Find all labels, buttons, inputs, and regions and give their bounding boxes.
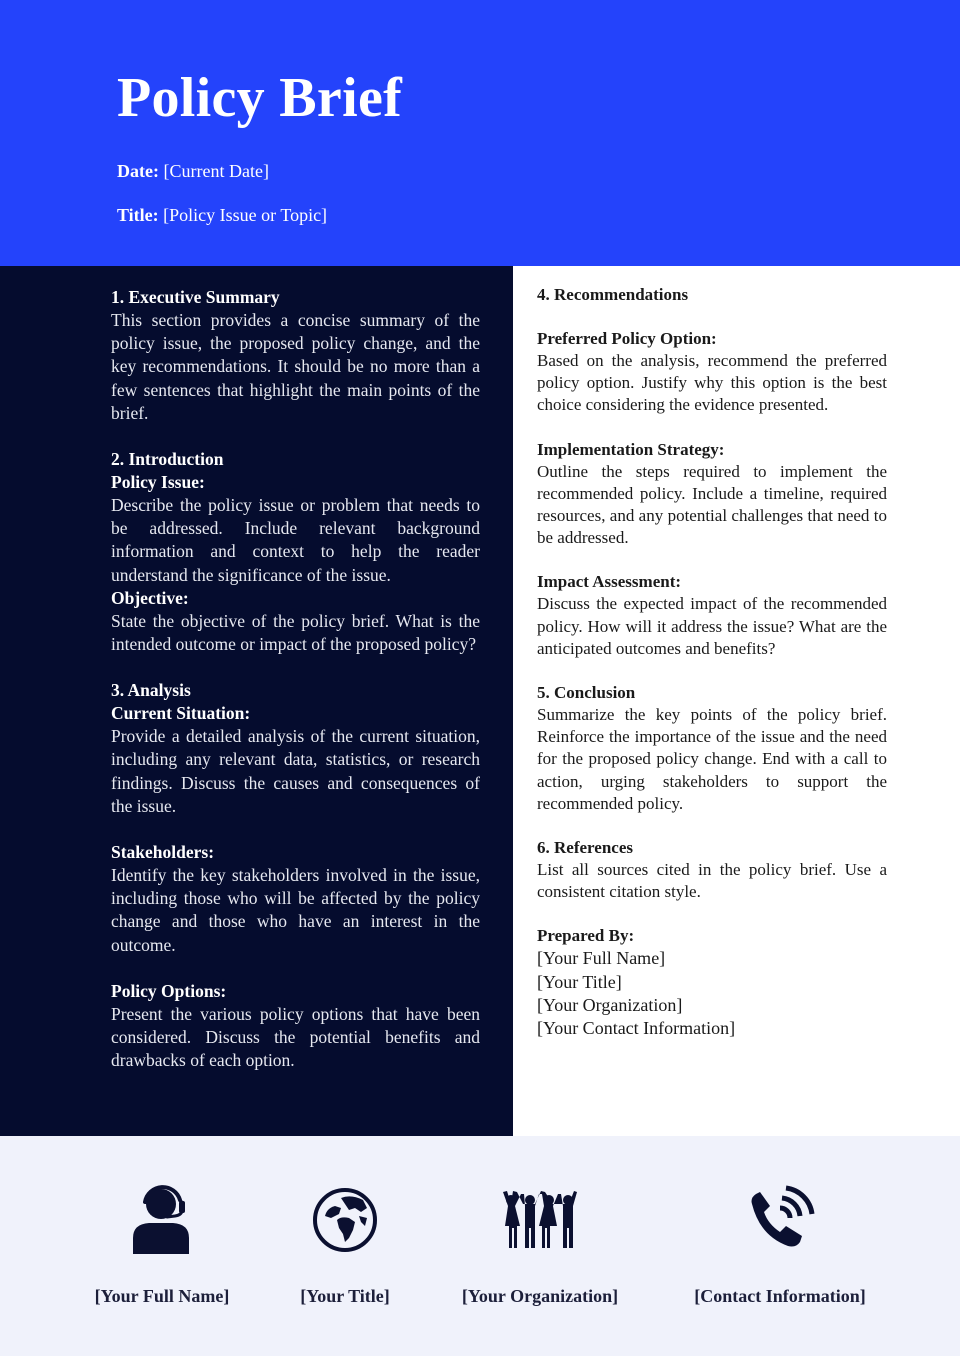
subheading-impact: Impact Assessment: [537,572,682,592]
section-executive-summary [111,286,480,425]
policy-issue-body: Describe the policy issue or problem that needs to be addressed. Include relevant background information and context to help the reader understand the significance of the issue. [111,495,480,585]
right-column [513,266,960,1136]
date-line [117,162,269,180]
section-body: This section provides a concise summary of the policy issue, the proposed policy change, and the key recommendations. It should be no more than a few sentences that highlight the main points of the brief. [111,310,480,423]
footer [0,1136,960,1356]
footer-item-contact [670,1136,890,1356]
header-banner [0,0,960,266]
group-people-icon [500,1180,580,1260]
footer-label: [Your Full Name] [94,1286,230,1306]
subheading-policy-options: Policy Options: [111,980,227,1001]
topic-label: Title: [117,205,159,225]
prepared-by-heading: Prepared By: [537,926,635,946]
subheading-stakeholders: Stakeholders: [111,842,215,863]
date-label: Date: [117,161,159,181]
footer-label: [Contact Information] [694,1286,866,1306]
section-prepared-by [537,925,887,1040]
preferred-option-body: Based on the analysis, recommend the preferred policy option. Justify why this option is the best choice considering the evidence presented. [537,351,887,415]
topic-line [117,206,327,224]
phone-ringing-icon [740,1180,820,1260]
implementation-body: Outline the steps required to implement the recommended policy. Include a timeline, required resources, and any potential challenges that need to be addressed. [537,461,887,548]
section-references [537,837,887,903]
subheading-objective: Objective: [111,587,189,608]
prepared-by-name: [Your Full Name] [537,948,666,969]
conclusion-body: Summarize the key points of the policy brief. Reinforce the importance of the issue and the need for the proposed policy change. End with a call to action, urging stakeholders to support the recommended policy. [537,705,887,813]
footer-item-organization [440,1136,640,1356]
subheading-implementation: Implementation Strategy: [537,439,725,459]
footer-item-name [62,1136,262,1356]
subheading-current-situation: Current Situation: [111,703,251,724]
section-heading: 6. References [537,838,633,858]
section-analysis [111,679,480,1072]
footer-label: [Your Title] [300,1286,390,1306]
subheading-policy-issue: Policy Issue: [111,472,205,493]
section-heading: 2. Introduction [111,449,224,470]
topic-value: [Policy Issue or Topic] [163,205,328,225]
section-heading: 5. Conclusion [537,683,636,703]
section-conclusion [537,682,887,815]
prepared-by-title: [Your Title] [537,971,622,992]
left-column [0,266,513,1136]
stakeholders-body: Identify the key stakeholders involved in the issue, including those who will be affected by the policy change and those who have an interest in the outcome. [111,865,480,955]
prepared-by-organization: [Your Organization] [537,994,683,1015]
section-introduction [111,448,480,656]
footer-item-title [260,1136,430,1356]
globe-icon [305,1180,385,1260]
footer-label: [Your Organization] [461,1286,619,1306]
section-heading: 3. Analysis [111,680,191,701]
references-body: List all sources cited in the policy brief. Use a consistent citation style. [537,860,887,902]
support-agent-icon [122,1180,202,1260]
section-heading: 4. Recommendations [537,285,689,304]
policy-options-body: Present the various policy options that have been considered. Discuss the potential benefits and drawbacks of each option. [111,1003,480,1071]
current-situation-body: Provide a detailed analysis of the current situation, including any relevant data, statistics, or research findings. Discuss the causes and consequences of the issue. [111,726,480,816]
impact-body: Discuss the expected impact of the recommended policy. How will it address the issue? What are the anticipated outcomes and benefits? [537,594,887,658]
section-heading: 1. Executive Summary [111,287,280,307]
page-title: Policy Brief [117,67,403,129]
date-value: [Current Date] [163,161,269,181]
subheading-preferred-option: Preferred Policy Option: [537,329,717,348]
section-recommendations [537,284,887,660]
prepared-by-contact: [Your Contact Information] [537,1018,736,1039]
objective-body: State the objective of the policy brief. What is the intended outcome or impact of the proposed policy? [111,610,480,655]
